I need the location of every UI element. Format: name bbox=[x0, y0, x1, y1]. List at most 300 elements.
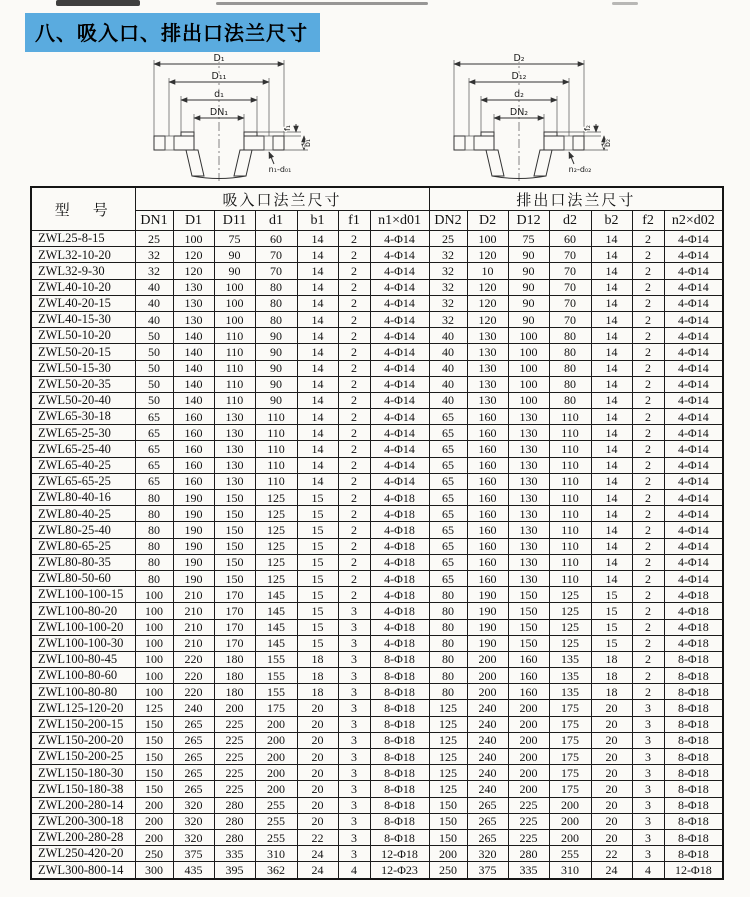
value-cell: 3 bbox=[338, 797, 370, 813]
value-cell: 80 bbox=[135, 570, 173, 586]
value-cell: 8-Φ18 bbox=[370, 749, 429, 765]
value-cell: 160 bbox=[173, 425, 214, 441]
value-cell: 20 bbox=[591, 716, 632, 732]
value-cell: 80 bbox=[549, 376, 591, 392]
value-cell: 4-Φ14 bbox=[370, 441, 429, 457]
value-cell: 8-Φ18 bbox=[370, 813, 429, 829]
value-cell: 90 bbox=[508, 263, 549, 279]
value-cell: 4-Φ14 bbox=[370, 392, 429, 408]
value-cell: 14 bbox=[297, 328, 338, 344]
column-header: D11 bbox=[214, 211, 255, 231]
value-cell: 125 bbox=[429, 765, 467, 781]
value-cell: 125 bbox=[255, 570, 297, 586]
value-cell: 8-Φ18 bbox=[370, 700, 429, 716]
value-cell: 4-Φ14 bbox=[370, 328, 429, 344]
value-cell: 250 bbox=[135, 846, 173, 862]
value-cell: 190 bbox=[173, 506, 214, 522]
scan-artifact bbox=[612, 2, 638, 5]
value-cell: 4-Φ14 bbox=[664, 344, 723, 360]
value-cell: 255 bbox=[255, 813, 297, 829]
value-cell: 125 bbox=[429, 781, 467, 797]
value-cell: 65 bbox=[429, 457, 467, 473]
value-cell: 4-Φ18 bbox=[370, 570, 429, 586]
value-cell: 24 bbox=[297, 846, 338, 862]
column-header: D1 bbox=[173, 211, 214, 231]
value-cell: 140 bbox=[173, 376, 214, 392]
value-cell: 80 bbox=[429, 635, 467, 651]
value-cell: 130 bbox=[173, 311, 214, 327]
value-cell: 100 bbox=[214, 279, 255, 295]
value-cell: 14 bbox=[297, 311, 338, 327]
suction-group-header: 吸入口法兰尺寸 bbox=[135, 187, 429, 211]
value-cell: 20 bbox=[297, 781, 338, 797]
table-row bbox=[31, 587, 723, 603]
value-cell: 125 bbox=[135, 700, 173, 716]
value-cell: 150 bbox=[214, 570, 255, 586]
table-row bbox=[31, 765, 723, 781]
value-cell: 110 bbox=[214, 376, 255, 392]
value-cell: 14 bbox=[297, 457, 338, 473]
value-cell: 4-Φ14 bbox=[664, 506, 723, 522]
value-cell: 4-Φ18 bbox=[664, 635, 723, 651]
value-cell: 14 bbox=[591, 570, 632, 586]
value-cell: 90 bbox=[255, 344, 297, 360]
value-cell: 250 bbox=[429, 862, 467, 879]
value-cell: 14 bbox=[297, 473, 338, 489]
value-cell: 4-Φ14 bbox=[370, 360, 429, 376]
value-cell: 190 bbox=[467, 603, 508, 619]
value-cell: 150 bbox=[508, 587, 549, 603]
value-cell: 2 bbox=[632, 603, 664, 619]
value-cell: 4-Φ14 bbox=[370, 376, 429, 392]
value-cell: 395 bbox=[214, 862, 255, 879]
value-cell: 3 bbox=[632, 781, 664, 797]
value-cell: 8-Φ18 bbox=[664, 749, 723, 765]
value-cell: 14 bbox=[591, 506, 632, 522]
value-cell: 110 bbox=[214, 344, 255, 360]
column-header: DN1 bbox=[135, 211, 173, 231]
value-cell: 150 bbox=[135, 749, 173, 765]
value-cell: 130 bbox=[173, 295, 214, 311]
model-cell: ZWL80-40-16 bbox=[31, 490, 135, 506]
value-cell: 14 bbox=[591, 490, 632, 506]
value-cell: 15 bbox=[297, 490, 338, 506]
value-cell: 255 bbox=[255, 829, 297, 845]
value-cell: 20 bbox=[591, 829, 632, 845]
value-cell: 2 bbox=[632, 295, 664, 311]
value-cell: 50 bbox=[135, 392, 173, 408]
value-cell: 100 bbox=[135, 668, 173, 684]
value-cell: 225 bbox=[508, 797, 549, 813]
value-cell: 130 bbox=[467, 328, 508, 344]
value-cell: 190 bbox=[173, 554, 214, 570]
value-cell: 15 bbox=[591, 635, 632, 651]
value-cell: 145 bbox=[255, 603, 297, 619]
column-header: b2 bbox=[591, 211, 632, 231]
value-cell: 18 bbox=[591, 668, 632, 684]
value-cell: 150 bbox=[135, 716, 173, 732]
value-cell: 80 bbox=[429, 668, 467, 684]
value-cell: 80 bbox=[549, 392, 591, 408]
value-cell: 240 bbox=[467, 765, 508, 781]
value-cell: 90 bbox=[255, 328, 297, 344]
value-cell: 18 bbox=[297, 668, 338, 684]
value-cell: 20 bbox=[297, 749, 338, 765]
value-cell: 80 bbox=[429, 651, 467, 667]
value-cell: 125 bbox=[255, 522, 297, 538]
value-cell: 8-Φ18 bbox=[664, 846, 723, 862]
value-cell: 14 bbox=[591, 311, 632, 327]
table-row bbox=[31, 311, 723, 327]
value-cell: 170 bbox=[214, 635, 255, 651]
value-cell: 2 bbox=[338, 457, 370, 473]
value-cell: 110 bbox=[549, 425, 591, 441]
value-cell: 160 bbox=[467, 441, 508, 457]
value-cell: 100 bbox=[214, 311, 255, 327]
value-cell: 40 bbox=[429, 360, 467, 376]
value-cell: 80 bbox=[549, 328, 591, 344]
value-cell: 335 bbox=[508, 862, 549, 879]
model-cell: ZWL80-40-25 bbox=[31, 506, 135, 522]
value-cell: 24 bbox=[297, 862, 338, 879]
model-cell: ZWL40-10-20 bbox=[31, 279, 135, 295]
value-cell: 2 bbox=[632, 279, 664, 295]
value-cell: 2 bbox=[338, 231, 370, 247]
value-cell: 120 bbox=[467, 279, 508, 295]
value-cell: 20 bbox=[591, 781, 632, 797]
value-cell: 4-Φ14 bbox=[370, 295, 429, 311]
value-cell: 125 bbox=[549, 619, 591, 635]
value-cell: 110 bbox=[214, 328, 255, 344]
value-cell: 2 bbox=[632, 409, 664, 425]
value-cell: 4-Φ18 bbox=[664, 619, 723, 635]
value-cell: 8-Φ18 bbox=[664, 732, 723, 748]
value-cell: 14 bbox=[297, 425, 338, 441]
value-cell: 175 bbox=[255, 700, 297, 716]
value-cell: 125 bbox=[255, 490, 297, 506]
value-cell: 20 bbox=[591, 813, 632, 829]
model-cell: ZWL150-200-15 bbox=[31, 716, 135, 732]
value-cell: 4-Φ14 bbox=[664, 231, 723, 247]
value-cell: 200 bbox=[467, 684, 508, 700]
value-cell: 255 bbox=[255, 797, 297, 813]
value-cell: 190 bbox=[173, 570, 214, 586]
value-cell: 14 bbox=[297, 231, 338, 247]
value-cell: 160 bbox=[467, 490, 508, 506]
value-cell: 110 bbox=[549, 409, 591, 425]
model-cell: ZWL32-10-20 bbox=[31, 247, 135, 263]
value-cell: 65 bbox=[135, 457, 173, 473]
value-cell: 2 bbox=[338, 554, 370, 570]
model-cell: ZWL65-25-40 bbox=[31, 441, 135, 457]
value-cell: 190 bbox=[173, 538, 214, 554]
value-cell: 375 bbox=[467, 862, 508, 879]
value-cell: 160 bbox=[467, 522, 508, 538]
model-cell: ZWL200-280-14 bbox=[31, 797, 135, 813]
value-cell: 130 bbox=[214, 425, 255, 441]
value-cell: 65 bbox=[429, 473, 467, 489]
value-cell: 130 bbox=[508, 409, 549, 425]
value-cell: 20 bbox=[297, 797, 338, 813]
dim-label-holes: n₂-d₀₂ bbox=[568, 165, 592, 174]
value-cell: 20 bbox=[297, 716, 338, 732]
value-cell: 4-Φ18 bbox=[370, 603, 429, 619]
value-cell: 18 bbox=[297, 684, 338, 700]
model-cell: ZWL100-100-15 bbox=[31, 587, 135, 603]
value-cell: 4-Φ14 bbox=[664, 425, 723, 441]
value-cell: 150 bbox=[214, 554, 255, 570]
value-cell: 110 bbox=[549, 506, 591, 522]
dim-label-D: D₁ bbox=[213, 53, 225, 64]
value-cell: 125 bbox=[255, 506, 297, 522]
value-cell: 3 bbox=[338, 813, 370, 829]
value-cell: 150 bbox=[135, 732, 173, 748]
table-row bbox=[31, 797, 723, 813]
value-cell: 160 bbox=[467, 425, 508, 441]
value-cell: 190 bbox=[467, 587, 508, 603]
value-cell: 225 bbox=[214, 716, 255, 732]
value-cell: 32 bbox=[429, 263, 467, 279]
value-cell: 2 bbox=[338, 392, 370, 408]
table-row bbox=[31, 813, 723, 829]
table-row bbox=[31, 635, 723, 651]
value-cell: 70 bbox=[255, 263, 297, 279]
value-cell: 125 bbox=[549, 603, 591, 619]
value-cell: 100 bbox=[508, 328, 549, 344]
value-cell: 20 bbox=[297, 765, 338, 781]
value-cell: 14 bbox=[297, 360, 338, 376]
value-cell: 80 bbox=[255, 295, 297, 311]
table-row bbox=[31, 846, 723, 862]
value-cell: 125 bbox=[429, 716, 467, 732]
value-cell: 280 bbox=[214, 797, 255, 813]
value-cell: 4-Φ14 bbox=[664, 392, 723, 408]
value-cell: 160 bbox=[467, 409, 508, 425]
value-cell: 3 bbox=[338, 700, 370, 716]
value-cell: 175 bbox=[549, 732, 591, 748]
value-cell: 240 bbox=[467, 749, 508, 765]
model-cell: ZWL100-100-30 bbox=[31, 635, 135, 651]
value-cell: 130 bbox=[508, 457, 549, 473]
value-cell: 4-Φ18 bbox=[370, 554, 429, 570]
value-cell: 225 bbox=[214, 781, 255, 797]
value-cell: 130 bbox=[508, 554, 549, 570]
value-cell: 180 bbox=[214, 651, 255, 667]
value-cell: 375 bbox=[173, 846, 214, 862]
value-cell: 2 bbox=[338, 311, 370, 327]
value-cell: 14 bbox=[297, 263, 338, 279]
value-cell: 20 bbox=[591, 749, 632, 765]
value-cell: 75 bbox=[214, 231, 255, 247]
value-cell: 120 bbox=[467, 295, 508, 311]
value-cell: 80 bbox=[135, 490, 173, 506]
value-cell: 20 bbox=[591, 700, 632, 716]
dim-label-b: b₁ bbox=[303, 138, 312, 148]
value-cell: 210 bbox=[173, 619, 214, 635]
value-cell: 135 bbox=[549, 684, 591, 700]
table-row bbox=[31, 716, 723, 732]
value-cell: 190 bbox=[173, 490, 214, 506]
value-cell: 3 bbox=[632, 716, 664, 732]
value-cell: 110 bbox=[255, 441, 297, 457]
value-cell: 20 bbox=[591, 732, 632, 748]
value-cell: 150 bbox=[429, 829, 467, 845]
model-cell: ZWL65-40-25 bbox=[31, 457, 135, 473]
value-cell: 2 bbox=[632, 668, 664, 684]
value-cell: 2 bbox=[632, 651, 664, 667]
value-cell: 18 bbox=[297, 651, 338, 667]
value-cell: 130 bbox=[508, 425, 549, 441]
value-cell: 80 bbox=[135, 506, 173, 522]
dim-label-d: d₂ bbox=[514, 89, 524, 100]
value-cell: 220 bbox=[173, 668, 214, 684]
value-cell: 65 bbox=[429, 554, 467, 570]
value-cell: 170 bbox=[214, 603, 255, 619]
value-cell: 3 bbox=[632, 765, 664, 781]
value-cell: 2 bbox=[338, 247, 370, 263]
value-cell: 2 bbox=[338, 490, 370, 506]
value-cell: 100 bbox=[135, 603, 173, 619]
value-cell: 160 bbox=[467, 473, 508, 489]
value-cell: 65 bbox=[429, 425, 467, 441]
dim-label-DN: DN₂ bbox=[509, 107, 529, 118]
value-cell: 2 bbox=[632, 376, 664, 392]
value-cell: 8-Φ18 bbox=[664, 651, 723, 667]
value-cell: 2 bbox=[632, 554, 664, 570]
value-cell: 2 bbox=[338, 263, 370, 279]
value-cell: 20 bbox=[297, 732, 338, 748]
model-cell: ZWL80-80-35 bbox=[31, 554, 135, 570]
value-cell: 80 bbox=[549, 360, 591, 376]
value-cell: 14 bbox=[591, 409, 632, 425]
value-cell: 200 bbox=[255, 716, 297, 732]
value-cell: 50 bbox=[135, 376, 173, 392]
model-cell: ZWL80-65-25 bbox=[31, 538, 135, 554]
value-cell: 2 bbox=[632, 247, 664, 263]
value-cell: 210 bbox=[173, 587, 214, 603]
value-cell: 3 bbox=[338, 765, 370, 781]
value-cell: 130 bbox=[214, 473, 255, 489]
model-cell: ZWL50-20-40 bbox=[31, 392, 135, 408]
value-cell: 320 bbox=[173, 813, 214, 829]
value-cell: 130 bbox=[508, 522, 549, 538]
value-cell: 80 bbox=[429, 684, 467, 700]
value-cell: 200 bbox=[508, 716, 549, 732]
suction-flange-diagram bbox=[124, 48, 312, 182]
value-cell: 8-Φ18 bbox=[370, 829, 429, 845]
value-cell: 60 bbox=[549, 231, 591, 247]
value-cell: 4-Φ14 bbox=[370, 311, 429, 327]
value-cell: 4-Φ14 bbox=[664, 554, 723, 570]
value-cell: 65 bbox=[429, 506, 467, 522]
value-cell: 110 bbox=[255, 409, 297, 425]
value-cell: 12-Φ18 bbox=[664, 862, 723, 879]
dim-label-b: b₂ bbox=[603, 138, 612, 148]
value-cell: 4-Φ14 bbox=[370, 473, 429, 489]
value-cell: 200 bbox=[135, 829, 173, 845]
value-cell: 70 bbox=[549, 279, 591, 295]
value-cell: 200 bbox=[135, 813, 173, 829]
value-cell: 125 bbox=[549, 635, 591, 651]
column-header: f2 bbox=[632, 211, 664, 231]
model-cell: ZWL300-800-14 bbox=[31, 862, 135, 879]
value-cell: 100 bbox=[135, 619, 173, 635]
value-cell: 265 bbox=[467, 813, 508, 829]
value-cell: 3 bbox=[338, 829, 370, 845]
value-cell: 100 bbox=[508, 392, 549, 408]
table-row bbox=[31, 231, 723, 247]
model-cell: ZWL125-120-20 bbox=[31, 700, 135, 716]
value-cell: 65 bbox=[135, 441, 173, 457]
scan-artifact bbox=[56, 0, 140, 6]
value-cell: 90 bbox=[255, 376, 297, 392]
value-cell: 150 bbox=[214, 506, 255, 522]
value-cell: 2 bbox=[632, 344, 664, 360]
value-cell: 3 bbox=[338, 635, 370, 651]
value-cell: 14 bbox=[297, 344, 338, 360]
value-cell: 15 bbox=[297, 538, 338, 554]
value-cell: 3 bbox=[338, 749, 370, 765]
value-cell: 110 bbox=[549, 538, 591, 554]
model-column-header: 型 号 bbox=[31, 187, 135, 231]
value-cell: 150 bbox=[429, 797, 467, 813]
value-cell: 14 bbox=[297, 392, 338, 408]
value-cell: 14 bbox=[591, 538, 632, 554]
value-cell: 14 bbox=[591, 392, 632, 408]
value-cell: 160 bbox=[173, 441, 214, 457]
value-cell: 2 bbox=[632, 490, 664, 506]
value-cell: 80 bbox=[549, 344, 591, 360]
value-cell: 200 bbox=[255, 749, 297, 765]
table-row bbox=[31, 749, 723, 765]
value-cell: 4-Φ14 bbox=[664, 279, 723, 295]
value-cell: 200 bbox=[135, 797, 173, 813]
value-cell: 3 bbox=[632, 813, 664, 829]
value-cell: 200 bbox=[214, 700, 255, 716]
value-cell: 2 bbox=[632, 392, 664, 408]
value-cell: 15 bbox=[297, 619, 338, 635]
value-cell: 110 bbox=[214, 360, 255, 376]
value-cell: 14 bbox=[297, 441, 338, 457]
table-row bbox=[31, 409, 723, 425]
value-cell: 25 bbox=[429, 231, 467, 247]
value-cell: 14 bbox=[591, 425, 632, 441]
value-cell: 15 bbox=[591, 619, 632, 635]
value-cell: 14 bbox=[591, 295, 632, 311]
value-cell: 80 bbox=[135, 522, 173, 538]
value-cell: 25 bbox=[135, 231, 173, 247]
value-cell: 150 bbox=[135, 781, 173, 797]
model-cell: ZWL65-65-25 bbox=[31, 473, 135, 489]
value-cell: 4-Φ18 bbox=[370, 506, 429, 522]
table-row bbox=[31, 263, 723, 279]
value-cell: 200 bbox=[549, 813, 591, 829]
value-cell: 110 bbox=[255, 473, 297, 489]
value-cell: 8-Φ18 bbox=[664, 700, 723, 716]
value-cell: 3 bbox=[338, 781, 370, 797]
column-header: d2 bbox=[549, 211, 591, 231]
value-cell: 110 bbox=[549, 457, 591, 473]
value-cell: 145 bbox=[255, 587, 297, 603]
value-cell: 80 bbox=[429, 603, 467, 619]
table-body bbox=[31, 231, 723, 879]
value-cell: 125 bbox=[255, 554, 297, 570]
value-cell: 14 bbox=[591, 376, 632, 392]
value-cell: 3 bbox=[338, 732, 370, 748]
value-cell: 4-Φ14 bbox=[664, 263, 723, 279]
value-cell: 8-Φ18 bbox=[664, 684, 723, 700]
dim-label-DN: DN₁ bbox=[209, 107, 229, 118]
